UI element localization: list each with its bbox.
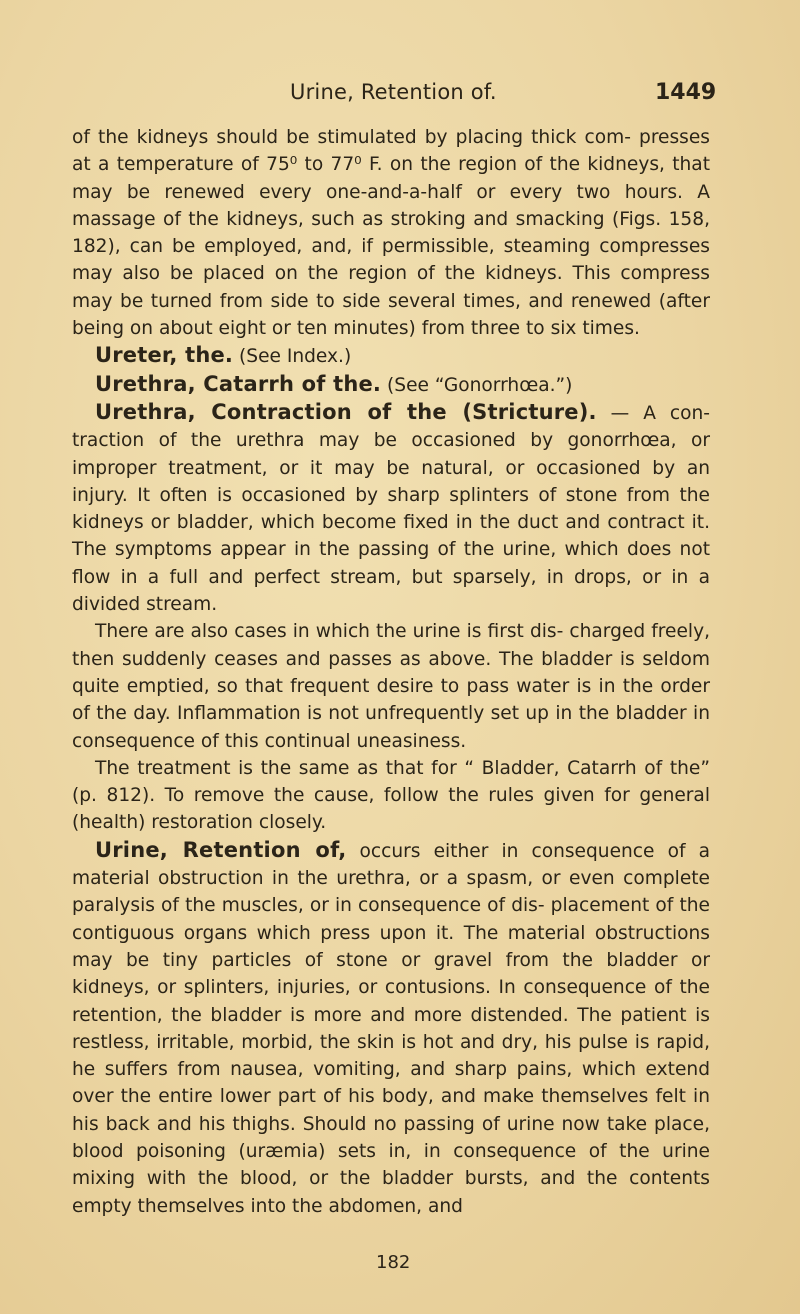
- entry-text: — A con- traction of the urethra may be occasioned by gonorrhœa, or improper treatment, or it may be natural, or occasioned by an injury. It often is occasioned by sharp splinters of stone from the kidneys or bladder, which become fixed in the duct and contract it. The symptoms appear in the passing of the urine, which does not flow in a full and perfect stream, but sparsely, in drops, or in a divided stream.: [72, 402, 710, 616]
- paragraph-text: The treatment is the same as that for “ Bladder, Catarrh of the” (p. 812). To remove the cause, follow the rules given for general (health) restoration closely.: [72, 757, 710, 834]
- signature-mark: 182: [376, 1252, 411, 1273]
- page-footer: [0, 1252, 800, 1282]
- entry-text: (See “Gonorrhœa.”): [381, 374, 573, 396]
- header-title: Urine, Retention of.: [290, 80, 497, 104]
- entry-heading: Ureter, the.: [95, 343, 234, 368]
- paragraph-discharge: [72, 618, 710, 754]
- entry-heading: Urethra, Contraction of the (Stricture).: [95, 399, 597, 424]
- body-text: [72, 124, 710, 1220]
- entry-ureter: [72, 342, 710, 370]
- entry-heading: Urine, Retention of,: [95, 837, 347, 862]
- paragraph-treatment: [72, 755, 710, 837]
- entry-urine-retention: [72, 837, 710, 1220]
- paragraph-kidney-compress: [72, 124, 710, 342]
- entry-heading: Urethra, Catarrh of the.: [95, 371, 382, 396]
- paragraph-text: There are also cases in which the urine is first dis- charged freely, then suddenly ceases and passes as above. The bladder is seldom quite emptied, so that frequent desire to pass water is in the order of the day. Inflammation is not unfrequently set up in the bladder in consequence of this continual uneasiness.: [72, 621, 710, 752]
- running-head: [0, 80, 800, 110]
- entry-text: (See Index.): [233, 346, 352, 368]
- entry-text: occurs either in consequence of a material obstruction in the urethra, or a spasm, or even complete paralysis of the muscles, or in consequence of dis- placement of the contiguous organs which press upon it. The material obstructions may be tiny particles of stone or gravel from the bladder or kidneys, or splinters, injuries, or contusions. In consequence of the retention, the bladder is more and more distended. The patient is restless, irritable, morbid, the skin is hot and dry, his pulse is rapid, he suffers from nausea, vomiting, and sharp pains, which extend over the entire lower part of his body, and make themselves felt in his back and his thighs. Should no passing of urine now take place, blood poisoning (uræmia) sets in, in consequence of the urine mixing with the blood, or the bladder bursts, and the contents empty themselves into the abdomen, and: [72, 840, 710, 1217]
- page-number: 1449: [655, 80, 717, 105]
- entry-urethra-contraction: [72, 399, 710, 618]
- entry-urethra-catarrh: [72, 371, 710, 399]
- paragraph-text: of the kidneys should be stimulated by placing thick com- presses at a temperature of 75⁰ to 77⁰ F. on the region of the kidneys, that may be renewed every one-and-a-half or every two hours. A massage of the kidneys, such as stroking and smacking (Figs. 158, 182), can be employed, and, if permissible, steaming compresses may also be placed on the region of the kidneys. This compress may be turned from side to side several times, and renewed (after being on about eight or ten minutes) from three to six times.: [72, 127, 710, 340]
